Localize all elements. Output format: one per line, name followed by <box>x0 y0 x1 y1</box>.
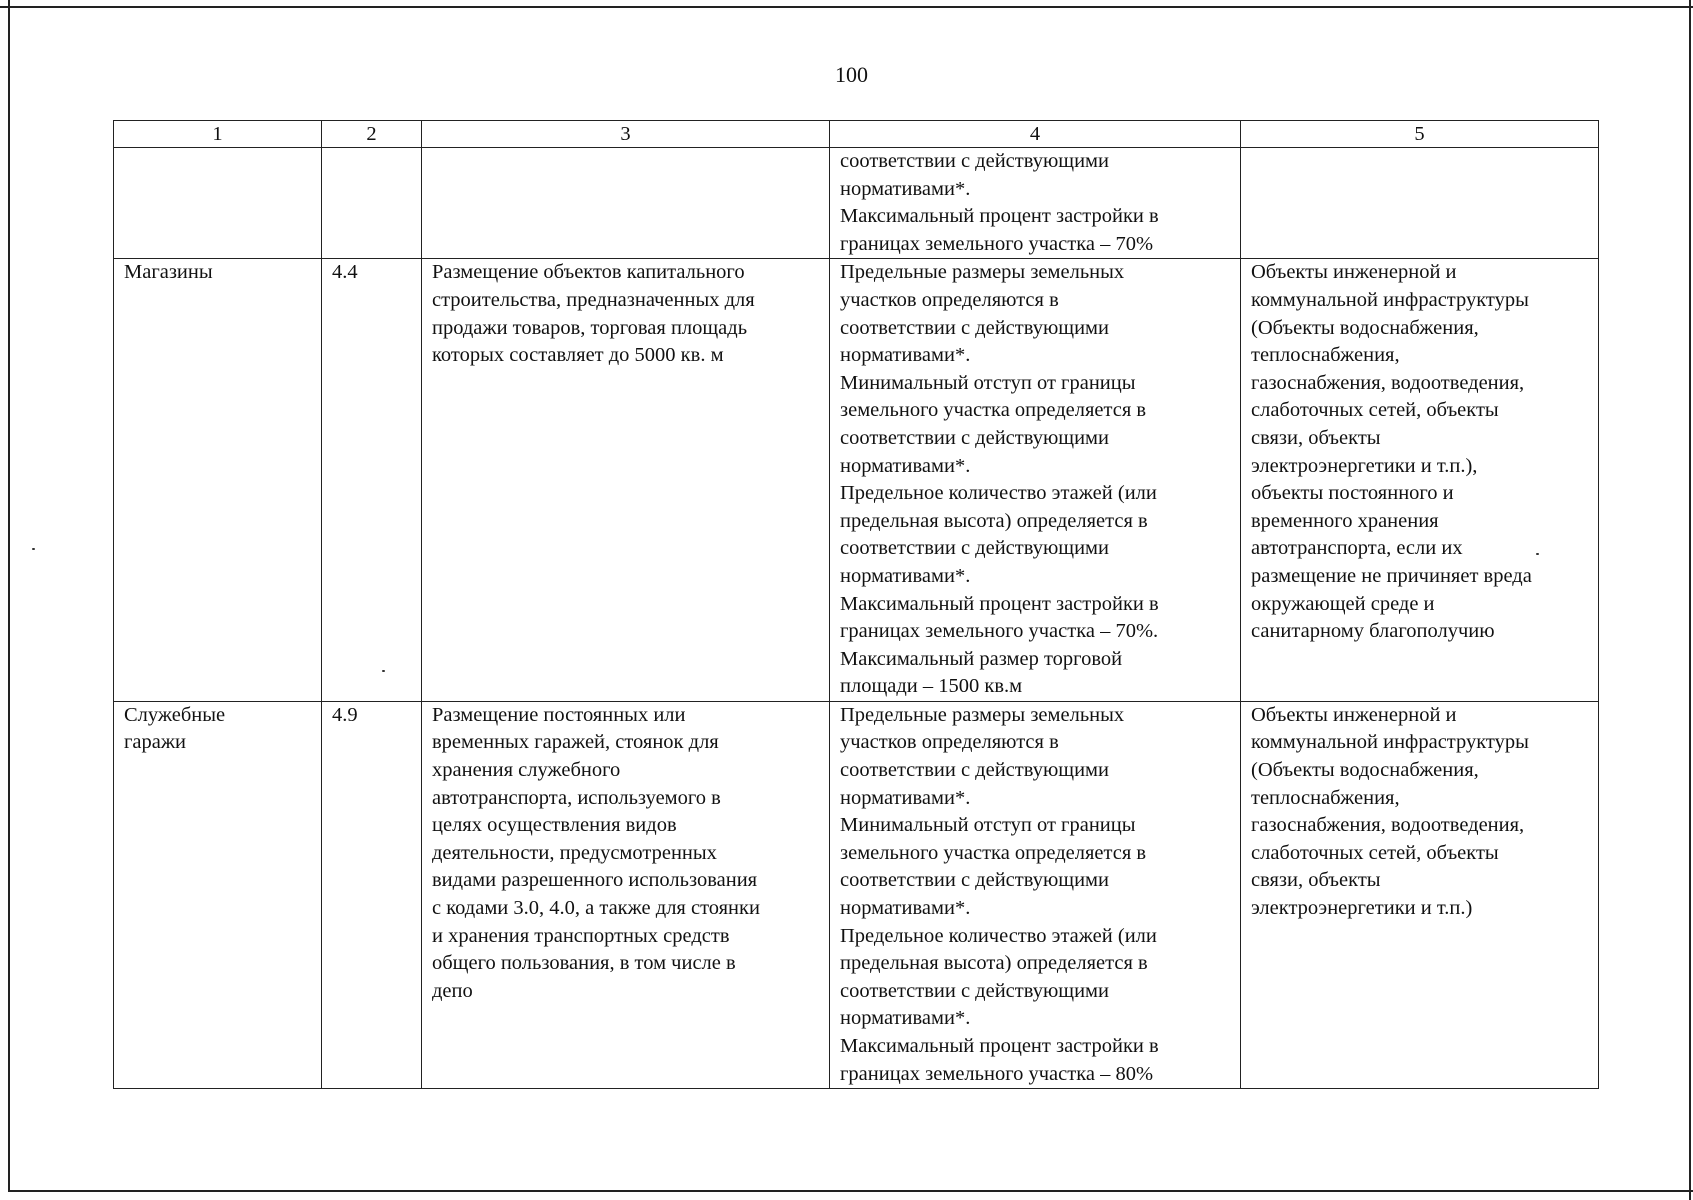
table-row <box>114 148 1599 259</box>
use-name-cell: Служебные гаражи <box>114 701 322 1088</box>
parameters-cell: соответствии с действующими нормативами*. Максимальный процент застройки в границах земельного участка – 70% <box>830 148 1241 259</box>
header-row <box>114 121 1599 148</box>
regulations-table <box>113 120 1599 1089</box>
auxiliary-uses-cell: Объекты инженерной и коммунальной инфраструктуры (Объекты водоснабжения, теплоснабжения, газоснабжения, водоотведения, слаботочных сетей, объекты связи, объекты электроэнергетики и т.п.) <box>1241 701 1599 1088</box>
scan-speck <box>32 548 35 550</box>
scan-border-left <box>8 0 10 1192</box>
scan-border-bottom <box>8 1190 1693 1192</box>
scan-speck <box>1536 553 1539 555</box>
column-header-5: 5 <box>1241 121 1599 148</box>
use-code-cell: 4.9 <box>322 701 422 1088</box>
use-description-cell <box>422 148 830 259</box>
parameters-cell: Предельные размеры земельных участков определяются в соответствии с действующими нормативами*. Минимальный отступ от границы земельного участка определяется в соответствии с действующими нормативами*. Предельное количество этажей (или предельная высота) определяется в соответствии с действующими нормативами*. Максимальный процент застройки в границах земельного участка – 80% <box>830 701 1241 1088</box>
scan-speck <box>382 670 385 672</box>
column-header-1: 1 <box>114 121 322 148</box>
use-name-cell: Магазины <box>114 259 322 702</box>
use-name-cell <box>114 148 322 259</box>
scan-border-top <box>0 6 1693 8</box>
table-row <box>114 259 1599 702</box>
page-number: 100 <box>835 62 868 87</box>
auxiliary-uses-cell: Объекты инженерной и коммунальной инфраструктуры (Объекты водоснабжения, теплоснабжения, газоснабжения, водоотведения, слаботочных сетей, объекты связи, объекты электроэнергетики и т.п.), объекты постоянного и временного хранения автотранспорта, если их размещение не причиняет вреда окружающей среде и санитарному благополучию <box>1241 259 1599 702</box>
table-row <box>114 701 1599 1088</box>
use-description-cell: Размещение постоянных или временных гаражей, стоянок для хранения служебного автотранспорта, используемого в целях осуществления видов деятельности, предусмотренных видами разрешенного использования с кодами 3.0, 4.0, а также для стоянки и хранения транспортных средств общего пользования, в том числе в депо <box>422 701 830 1088</box>
column-header-2: 2 <box>322 121 422 148</box>
parameters-cell: Предельные размеры земельных участков определяются в соответствии с действующими нормативами*. Минимальный отступ от границы земельного участка определяется в соответствии с действующими нормативами*. Предельное количество этажей (или предельная высота) определяется в соответствии с действующими нормативами*. Максимальный процент застройки в границах земельного участка – 70%. Максимальный размер торговой площади – 1500 кв.м <box>830 259 1241 702</box>
use-code-cell: 4.4 <box>322 259 422 702</box>
use-code-cell <box>322 148 422 259</box>
auxiliary-uses-cell <box>1241 148 1599 259</box>
scan-border-right <box>1689 0 1691 1200</box>
column-header-3: 3 <box>422 121 830 148</box>
column-header-4: 4 <box>830 121 1241 148</box>
use-description-cell: Размещение объектов капитального строительства, предназначенных для продажи товаров, торговая площадь которых составляет до 5000 кв. м <box>422 259 830 702</box>
